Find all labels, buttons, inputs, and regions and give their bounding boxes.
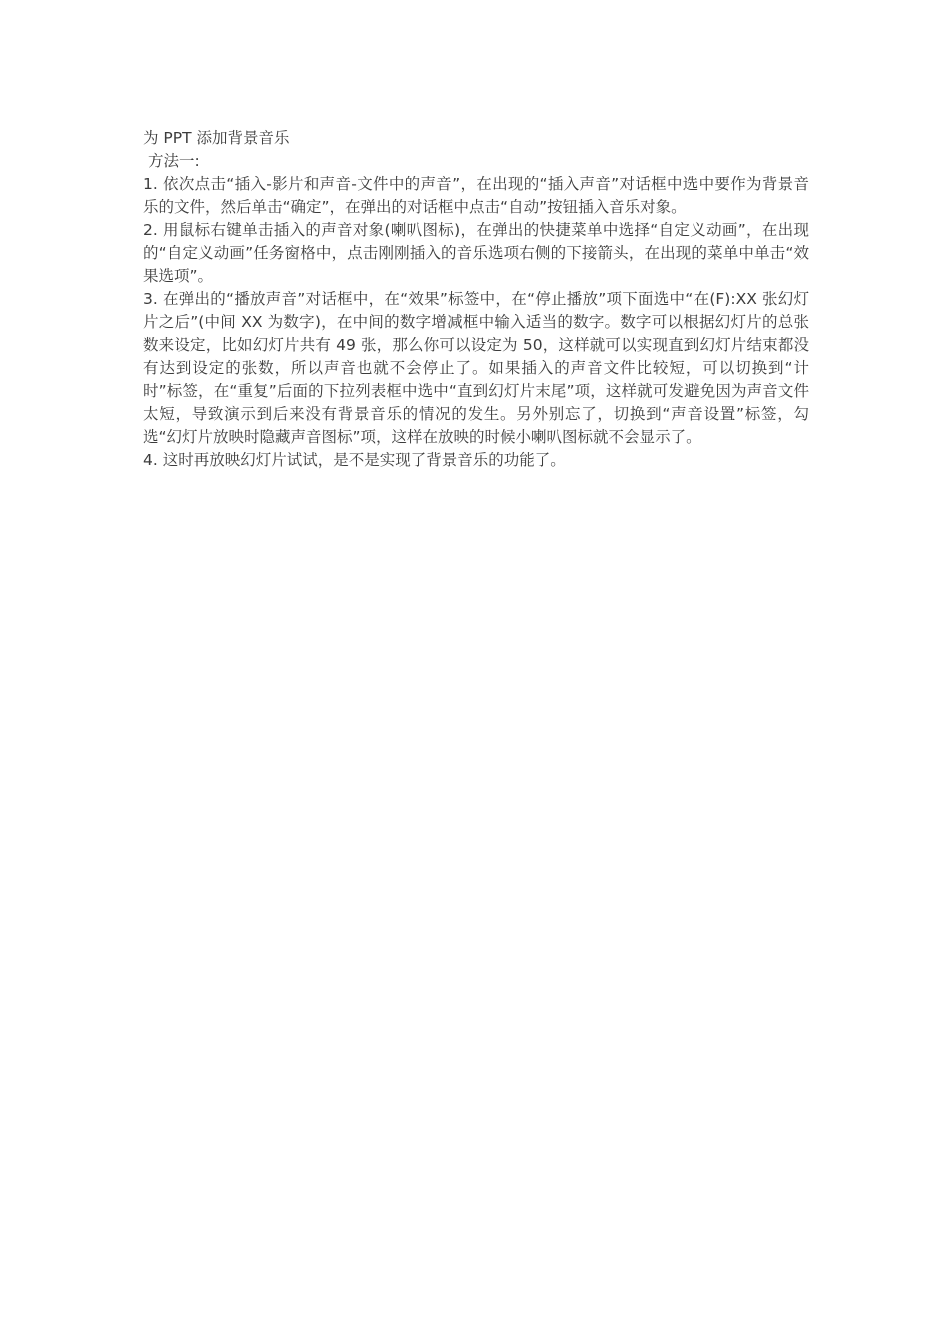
document-title: 为 PPT 添加背景音乐 [143, 129, 290, 147]
step-2: 2. 用鼠标右键单击插入的声音对象(喇叭图标)，在弹出的快捷菜单中选择“自定义动画”，在出现的“自定义动画”任务窗格中，点击刚刚插入的音乐选项右侧的下接箭头，在出现的菜单中单击“效果选项”。 [143, 221, 809, 285]
step-4: 4. 这时再放映幻灯片试试，是不是实现了背景音乐的功能了。 [143, 451, 566, 469]
step-3: 3. 在弹出的“播放声音”对话框中，在“效果”标签中，在“停止播放”项下面选中“在(F):XX 张幻灯片之后”(中间 XX 为数字)，在中间的数字增减框中输入适当的数字。数字可以根据幻灯片的总张数来设定，比如幻灯片共有 49 张，那么你可以设定为 50，这样就可以实现直到幻灯片结束都没有达到设定的张数，所以声音也就不会停止了。如果插入的声音文件比较短，可以切换到“计时”标签，在“重复”后面的下拉列表框中选中“直到幻灯片末尾”项，这样就可发避免因为声音文件太短，导致演示到后来没有背景音乐的情况的发生。另外别忘了，切换到“声音设置”标签，勾选“幻灯片放映时隐藏声音图标”项，这样在放映的时候小喇叭图标就不会显示了。 [143, 290, 809, 446]
step-1: 1. 依次点击“插入-影片和声音-文件中的声音”，在出现的“插入声音”对话框中选中要作为背景音乐的文件，然后单击“确定”，在弹出的对话框中点击“自动”按钮插入音乐对象。 [143, 175, 809, 216]
method-label: 方法一: [148, 152, 200, 170]
document-page [143, 127, 809, 472]
